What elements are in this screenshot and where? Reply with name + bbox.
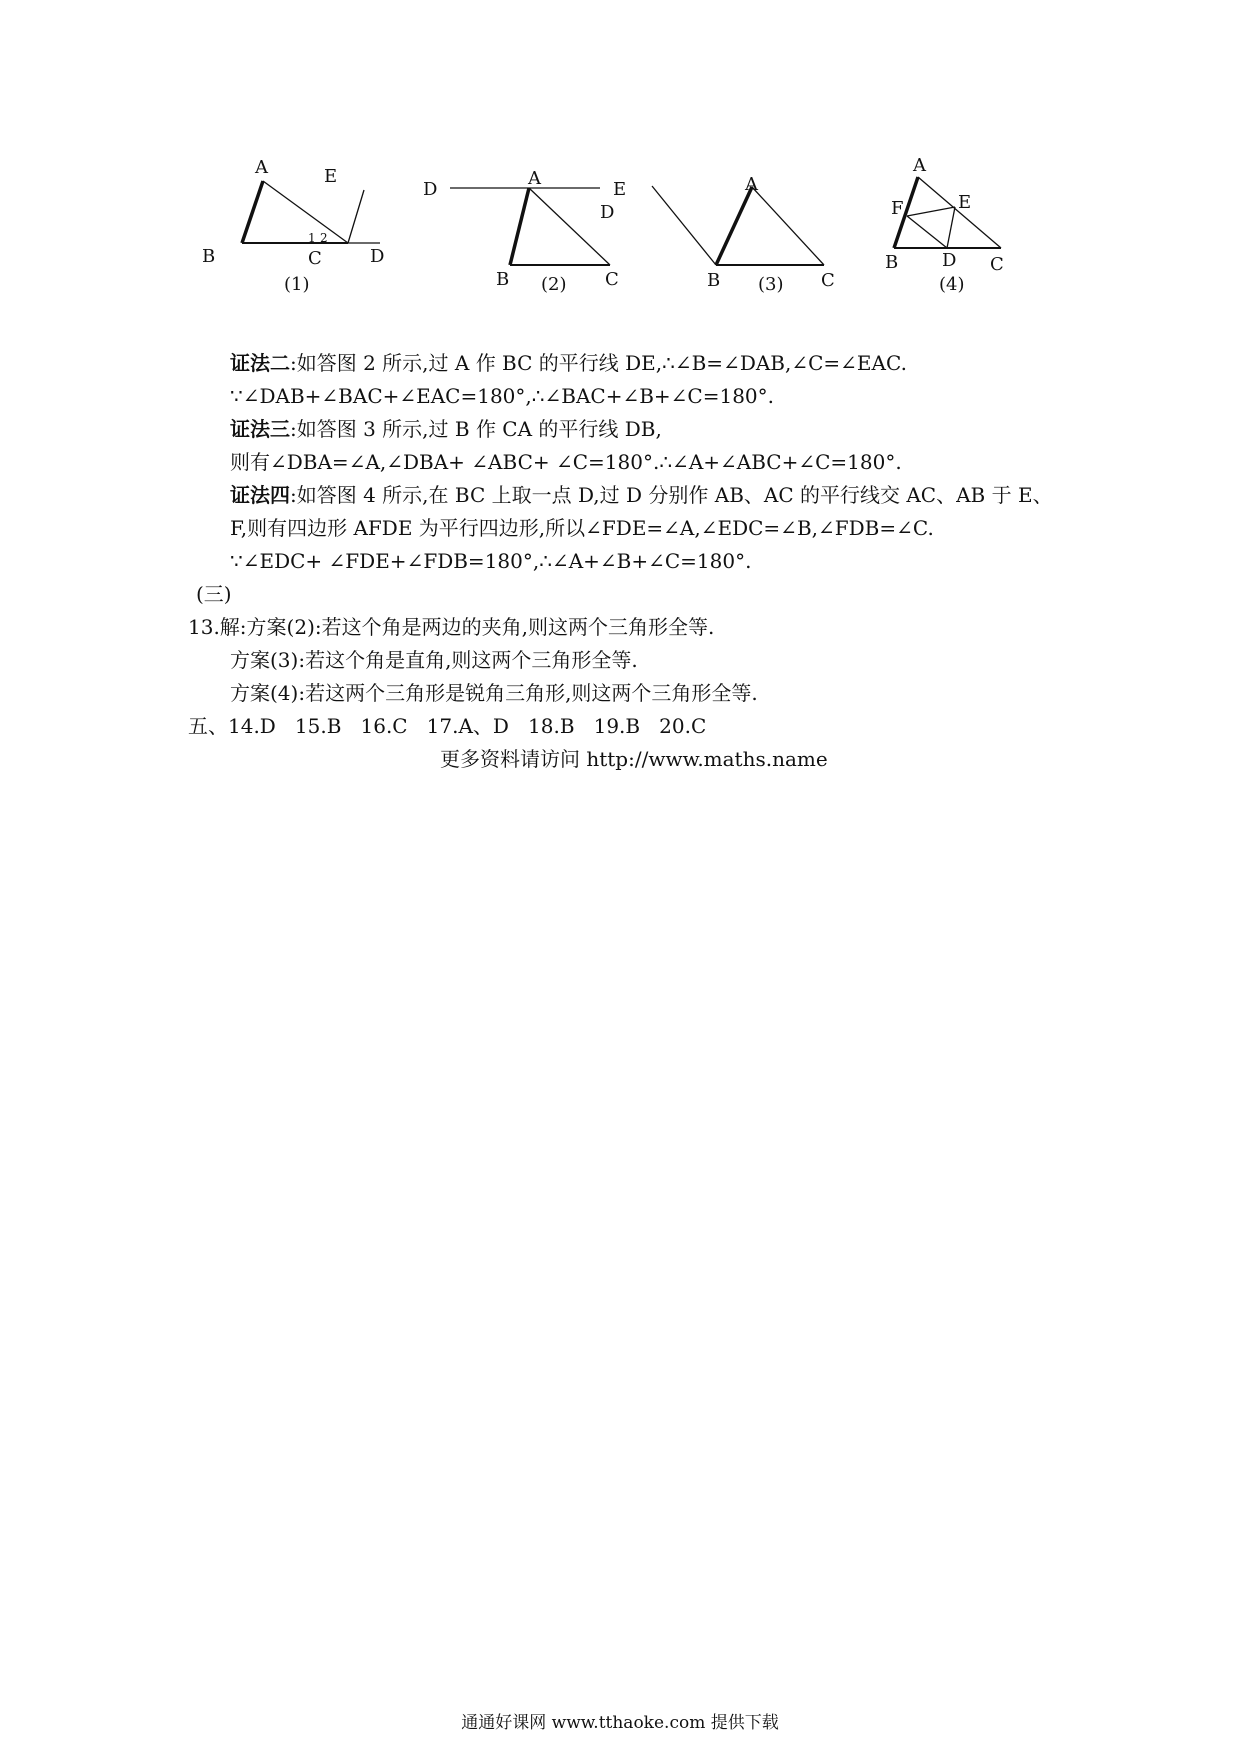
proof-4-line-1	[230, 479, 1053, 511]
label-a: A	[745, 174, 758, 195]
segment-df	[907, 216, 947, 248]
label-c: C	[990, 254, 1004, 275]
segment-fe	[907, 207, 955, 216]
label-d: D	[370, 246, 385, 267]
label-d: D	[942, 250, 957, 271]
label-b: B	[202, 246, 216, 267]
segment-de	[947, 207, 955, 248]
label-f: F	[891, 198, 904, 219]
proof-2-line-1	[230, 347, 907, 379]
proof-4-line-3: ∵∠EDC+ ∠FDE+∠FDB=180°,∴∠A+∠B+∠C=180°.	[230, 549, 752, 573]
label-e: E	[958, 192, 972, 213]
proof-2-line-2: ∵∠DAB+∠BAC+∠EAC=180°,∴∠BAC+∠B+∠C=180°.	[230, 384, 775, 408]
label-a: A	[255, 157, 268, 178]
proof-4-line-2: F,则有四边形 AFDE 为平行四边形,所以∠FDE=∠A,∠EDC=∠B,∠FDB=∠C.	[230, 516, 934, 540]
label-b: B	[885, 252, 899, 273]
proof-3-line-1	[230, 413, 662, 445]
label-angle-1: 1	[308, 231, 316, 245]
proof-3-text: :如答图 3 所示,过 B 作 CA 的平行线 DB,	[290, 417, 662, 441]
label-a: A	[913, 155, 926, 176]
q13-line-3: 方案(4):若这两个三角形是锐角三角形,则这两个三角形全等.	[230, 681, 758, 705]
label-angle-2: 2	[320, 231, 328, 245]
segment-ab	[510, 188, 529, 265]
figure-2	[423, 160, 660, 320]
figure-3	[600, 160, 880, 320]
q13-line-2: 方案(3):若这个角是直角,则这两个三角形全等.	[230, 648, 638, 672]
proof-2-title: 证法二	[230, 351, 290, 375]
label-d: D	[423, 179, 438, 200]
proof-3-title: 证法三	[230, 417, 290, 441]
figure-caption: (4)	[939, 274, 965, 295]
label-b: B	[707, 270, 721, 291]
label-e: E	[324, 166, 338, 187]
more-info-link[interactable]: 更多资料请访问 http://www.maths.name	[440, 747, 828, 771]
proof-4-title: 证法四	[230, 483, 290, 507]
figure-caption: (1)	[284, 274, 310, 295]
label-b: B	[496, 269, 510, 290]
proof-2-text: :如答图 2 所示,过 A 作 BC 的平行线 DE,∴∠B=∠DAB,∠C=∠EAC.	[290, 351, 907, 375]
figure-1	[202, 157, 430, 320]
figure-caption: (2)	[541, 274, 567, 295]
q13-line-1: 13.解:方案(2):若这个角是两边的夹角,则这两个三角形全等.	[188, 615, 715, 639]
label-c: C	[821, 270, 835, 291]
section-five-answers: 五、14.D 15.B 16.C 17.A、D 18.B 19.B 20.C	[188, 714, 707, 738]
label-a: A	[528, 168, 541, 189]
figure-4	[880, 155, 1080, 320]
segment-ab	[242, 181, 263, 243]
ray-ce	[348, 190, 364, 243]
section-three-heading: (三)	[196, 582, 232, 606]
page-footer: 通通好课网 www.tthaoke.com 提供下载	[461, 1713, 779, 1733]
segment-ab	[716, 187, 752, 265]
label-d: D	[600, 202, 615, 223]
segment-ac	[529, 188, 610, 265]
segment-ac	[752, 187, 824, 265]
figure-caption: (3)	[758, 274, 784, 295]
proof-3-line-2: 则有∠DBA=∠A,∠DBA+ ∠ABC+ ∠C=180°.∴∠A+∠ABC+∠C=180°.	[230, 450, 902, 474]
label-e: E	[613, 179, 627, 200]
label-c: C	[605, 269, 619, 290]
proof-4-text: :如答图 4 所示,在 BC 上取一点 D,过 D 分别作 AB、AC 的平行线交 AC、AB 于 E、	[290, 483, 1053, 507]
segment-db	[652, 186, 716, 265]
label-c: C	[308, 248, 322, 269]
segment-ac	[263, 181, 348, 243]
